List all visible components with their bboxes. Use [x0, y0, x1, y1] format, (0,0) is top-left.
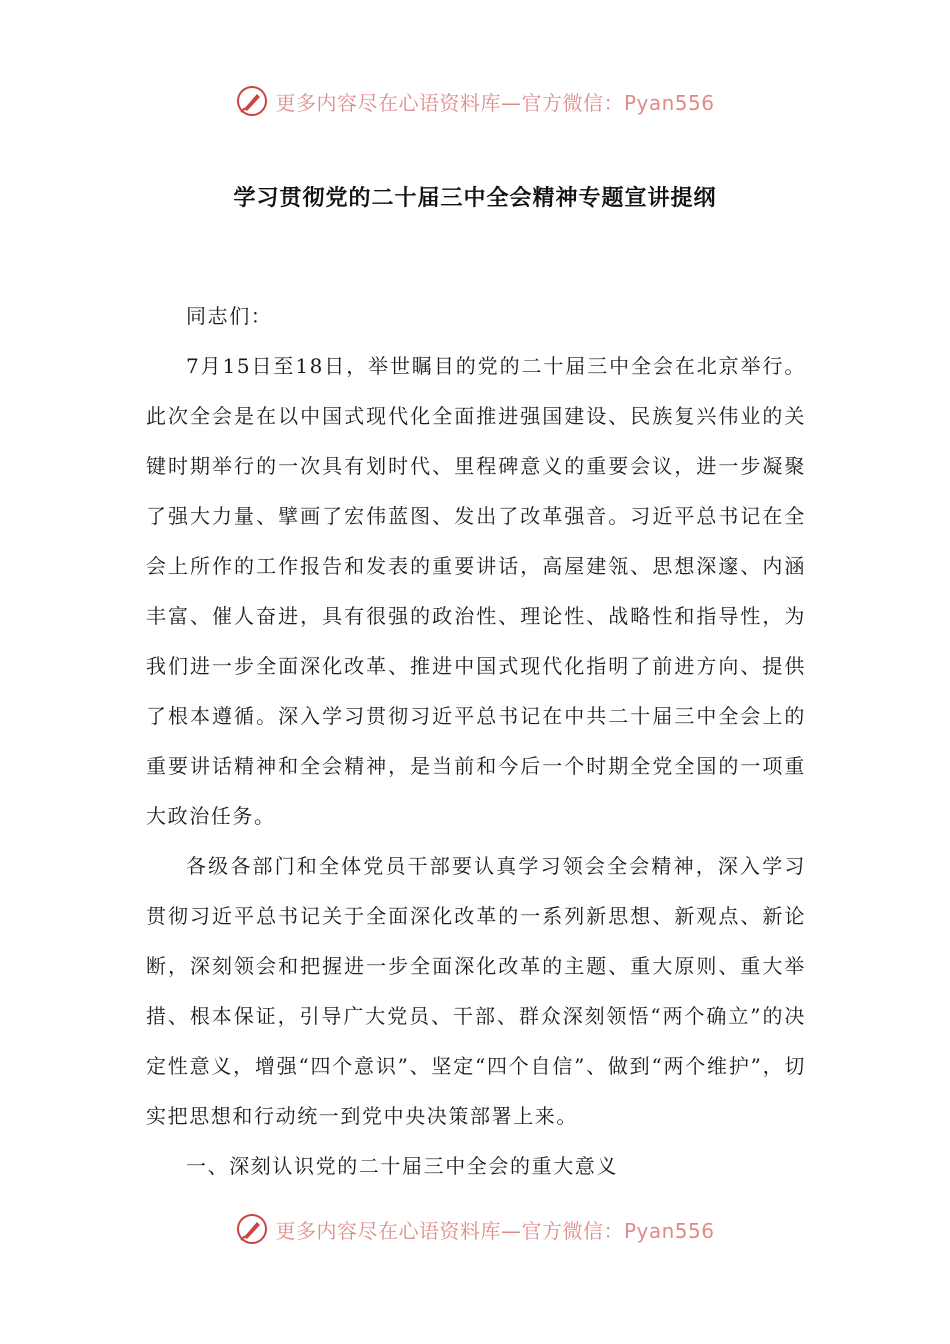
salutation: 同志们： [186, 304, 273, 328]
footer-watermark [0, 1212, 950, 1246]
watermark-text: 更多内容尽在心语资料库—官方微信：Pyan556 [275, 90, 715, 115]
document-body [146, 291, 806, 1191]
watermark-text: 更多内容尽在心语资料库—官方微信：Pyan556 [275, 1218, 715, 1243]
paragraph: 7月15日至18日，举世瞩目的党的二十届三中全会在北京举行。此次全会是在以中国式现代化全面推进强国建设、民族复兴伟业的关键时期举行的一次具有划时代、里程碑意义的重要会议，进一步凝聚了强大力量、擘画了宏伟蓝图、发出了改革强音。习近平总书记在全会上所作的工作报告和发表的重要讲话，高屋建瓴、思想深邃、内涵丰富、催人奋进，具有很强的政治性、理论性、战略性和指导性，为我们进一步全面深化改革、推进中国式现代化指明了前进方向、提供了根本遵循。深入学习贯彻习近平总书记在中共二十届三中全会上的重要讲话精神和全会精神，是当前和今后一个时期全党全国的一项重大政治任务。 [146, 354, 806, 828]
pen-logo-icon [235, 1212, 269, 1246]
header-watermark [0, 84, 950, 118]
paragraph: 各级各部门和全体党员干部要认真学习领会全会精神，深入学习贯彻习近平总书记关于全面深化改革的一系列新思想、新观点、新论断，深刻领会和把握进一步全面深化改革的主题、重大原则、重大举措、根本保证，引导广大党员、干部、群众深刻领悟“两个确立”的决定性意义，增强“四个意识”、坚定“四个自信”、做到“两个维护”，切实把思想和行动统一到党中央决策部署上来。 [146, 854, 806, 1128]
section-heading: 一、深刻认识党的二十届三中全会的重大意义 [186, 1154, 618, 1178]
page-title: 学习贯彻党的二十届三中全会精神专题宣讲提纲 [233, 186, 717, 211]
pen-logo-icon [235, 84, 269, 118]
